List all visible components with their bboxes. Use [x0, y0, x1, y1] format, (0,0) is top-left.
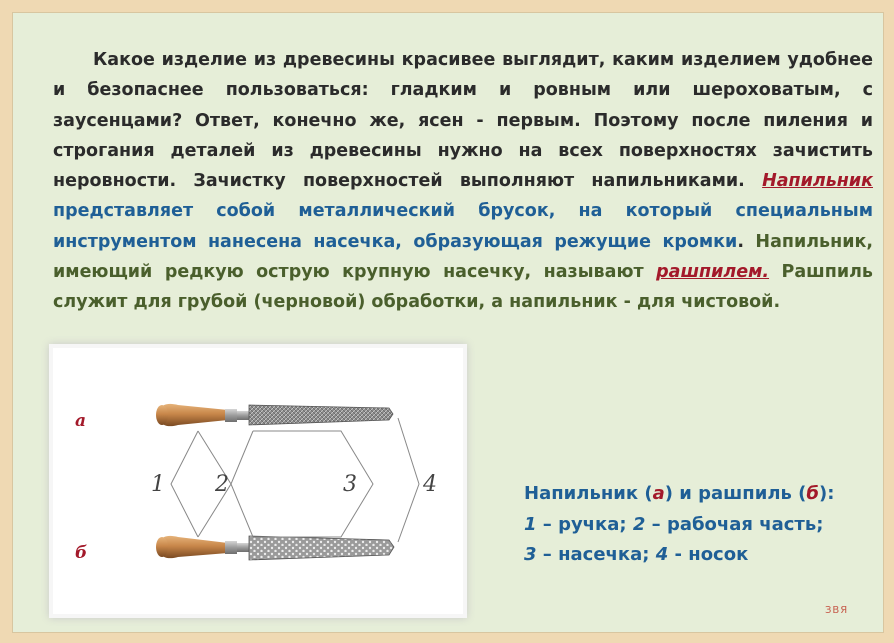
legend-number: 3: [524, 544, 537, 565]
legend-letter-a: а: [652, 483, 665, 504]
file-and-rasp-drawing: [53, 348, 463, 614]
legend-text: ):: [818, 483, 835, 504]
part-number-1: 1: [151, 472, 165, 497]
part-number-2: 2: [215, 472, 229, 497]
legend-text: Напильник (: [524, 483, 653, 504]
text-period: .: [737, 231, 744, 252]
legend-text: – ручка;: [536, 513, 633, 535]
tools-figure: [53, 348, 463, 614]
leader-lines: [171, 418, 419, 542]
text-rasp-intro: Напильник, имеющий редкую острую крупную насечку, называют: [53, 231, 873, 283]
label-a: а: [75, 411, 87, 431]
label-b: б: [75, 543, 88, 563]
text-intro: Какое изделие из древесины красивее выглядит, каким изделием удобнее и безопаснее пользоваться: гладким и ровным или шероховатым, с заусенцами? Ответ, конечно же, ясен - первым. Поэтому после пиления и строгания деталей из древесины нужно на всех поверхностях зачистить неровности. Зачистку поверхностей выполняют напильниками.: [53, 50, 873, 192]
main-paragraph: [53, 45, 873, 318]
term-rasp: рашпилем.: [656, 262, 770, 283]
legend-number: 4: [655, 544, 669, 565]
legend-number: 2: [632, 513, 646, 535]
slide: [12, 12, 884, 633]
legend-title: [524, 479, 884, 510]
file-tool: [156, 404, 393, 426]
part-number-4: 4: [423, 472, 437, 497]
text-definition: представляет собой металлический брусок, на который специальным инструментом нанесена насечка, образующая режущие кромки: [53, 201, 873, 252]
legend-text: ) и рашпиль (: [664, 483, 807, 504]
term-file: Напильник: [762, 171, 873, 192]
legend-number: 1: [524, 513, 537, 535]
legend-text: – рабочая часть;: [645, 513, 824, 535]
legend-letter-b: б: [806, 483, 819, 504]
part-number-3: 3: [343, 472, 357, 497]
author-mark: ЗВЯ: [825, 605, 849, 616]
text-rasp-use: Рашпиль служит для грубой (черновой) обработки, а напильник - для чистовой.: [53, 262, 873, 313]
legend-text: - носок: [668, 544, 749, 565]
legend-line-2: [524, 510, 884, 541]
rasp-tool: [156, 536, 394, 560]
figure-legend: [524, 479, 884, 571]
legend-text: – насечка;: [536, 544, 656, 565]
legend-line-3: [524, 540, 884, 571]
